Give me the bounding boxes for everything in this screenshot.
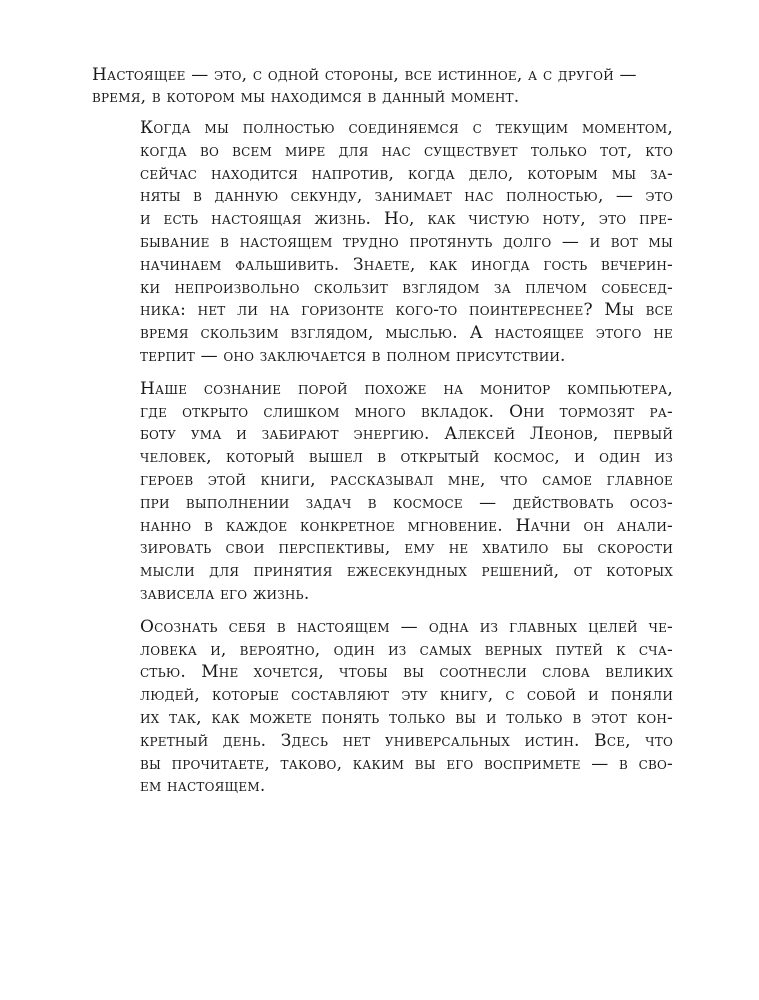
text-line: мысли для принятия ежесекундных решений, от которых	[140, 561, 673, 582]
text-line: кретный день. Здесь нет универсальных истин. Все, что	[140, 730, 673, 751]
text-line: время скользим взглядом, мыслью. А настоящее этого не	[140, 323, 673, 344]
text-line: зировать свои перспективы, ему не хватило бы скорости	[140, 538, 673, 559]
paragraph-present-moment	[140, 117, 673, 368]
text-line: зависела его жизнь.	[140, 583, 310, 604]
text-line: Осознать себя в настоящем — одна из главных целей че-	[140, 616, 673, 637]
text-line: и есть настоящая жизнь. Но, как чистую ноту, это пре-	[140, 209, 673, 230]
text-line: боту ума и забирают энергию. Алексей Леонов, первый	[140, 424, 673, 445]
epigraph-line: Настоящее — это, с одной стороны, все истинное, а с другой —	[92, 65, 637, 85]
text-line: сейчас находится напротив, когда дело, которым мы за-	[140, 163, 673, 184]
text-line: где открыто слишком много вкладок. Они тормозят ра-	[140, 401, 673, 422]
text-line: начинаем фальшивить. Знаете, как иногда гость вечерин-	[140, 254, 673, 275]
text-line: стью. Мне хочется, чтобы вы соотнесли слова великих	[140, 662, 673, 683]
text-line: бывание в настоящем трудно протянуть долго — и вот мы	[140, 231, 673, 252]
text-line: ловека и, вероятно, один из самых верных путей к сча-	[140, 639, 673, 660]
text-line: людей, которые составляют эту книгу, с собой и поняли	[140, 685, 673, 706]
text-line: ем настоящем.	[140, 776, 266, 797]
body-text	[140, 117, 673, 808]
paragraph-consciousness	[140, 378, 673, 606]
epigraph	[92, 64, 682, 108]
text-line: человек, который вышел в открытый космос, и один из	[140, 447, 673, 468]
text-line: их так, как можете понять только вы и только в этот кон-	[140, 707, 673, 728]
text-line: Наше сознание порой похоже на монитор компьютера,	[140, 378, 673, 399]
text-line: нанно в каждое конкретное мгновение. Начни он анали-	[140, 515, 673, 536]
text-line: Когда мы полностью соединяемся с текущим моментом,	[140, 118, 673, 138]
text-line: при выполнении задач в космосе — действовать осоз-	[140, 492, 673, 513]
text-line: терпит — оно заключается в полном присутствии.	[140, 345, 566, 366]
text-line: когда во всем мире для нас существует только тот, кто	[140, 140, 673, 161]
paragraph-awareness	[140, 616, 673, 798]
text-line: ника: нет ли на горизонте кого-то поинтереснее? Мы все	[140, 300, 673, 321]
text-line: няты в данную секунду, занимает нас полностью, — это	[140, 186, 673, 207]
epigraph-line: время, в котором мы находимся в данный момент.	[92, 87, 520, 107]
text-line: ки непроизвольно скользит взглядом за плечом собесед-	[140, 277, 673, 298]
text-line: героев этой книги, рассказывал мне, что самое главное	[140, 469, 673, 490]
text-line: вы прочитаете, таково, каким вы его воспримете — в сво-	[140, 753, 673, 774]
